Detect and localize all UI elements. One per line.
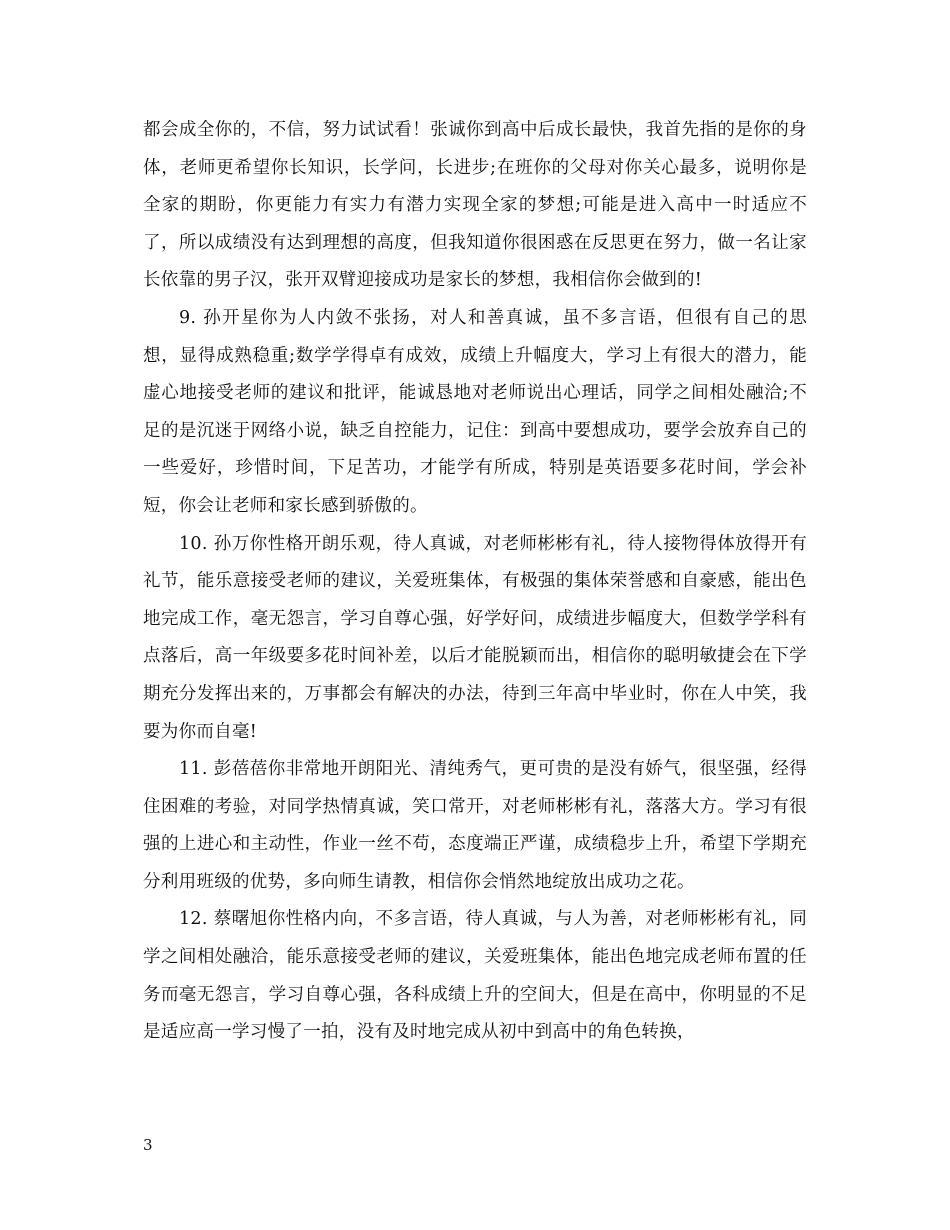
- paragraph-item-9: 9. 孙开星你为人内敛不张扬，对人和善真诚，虽不多言语，但很有自己的思想，显得成熟稳重;数学学得卓有成效，成绩上升幅度大，学习上有很大的潜力，能虚心地接受老师的建议和批评，能诚恳地对老师说出心理话，同学之间相处融洽;不足的是沉迷于网络小说，缺乏自控能力，记住：到高中要想成功，要学会放弃自己的一些爱好，珍惜时间，下足苦功，才能学有所成，特别是英语要多花时间，学会补短，你会让老师和家长感到骄傲的。: [143, 307, 807, 516]
- paragraph-item-12: 12. 蔡曙旭你性格内向，不多言语，待人真诚，与人为善，对老师彬彬有礼，同学之间相处融洽，能乐意接受老师的建议，关爱班集体，能出色地完成老师布置的任务而毫无怨言，学习自尊心强，各科成绩上升的空间大，但是在高中，你明显的不足是适应高一学习慢了一拍，没有及时地完成从初中到高中的角色转换，: [143, 909, 807, 1043]
- paragraph-item-11: 11. 彭蓓蓓你非常地开朗阳光、清纯秀气，更可贵的是没有娇气，很坚强，经得住困难的考验，对同学热情真诚，笑口常开，对老师彬彬有礼，落落大方。学习有很强的上进心和主动性，作业一丝不苟，态度端正严谨，成绩稳步上升，希望下学期充分利用班级的优势，多向师生请教，相信你会悄然地绽放出成功之花。: [143, 759, 807, 892]
- document-body: [143, 112, 807, 1052]
- page-number: 3: [143, 1136, 153, 1154]
- paragraph-item-10: 10. 孙万你性格开朗乐观，待人真诚，对老师彬彬有礼，待人接物得体放得开有礼节，能乐意接受老师的建议，关爱班集体，有极强的集体荣誉感和自豪感，能出色地完成工作，毫无怨言，学习自尊心强，好学好问，成绩进步幅度大，但数学学科有点落后，高一年级要多花时间补差，以后才能脱颖而出，相信你的聪明敏捷会在下学期充分发挥出来的，万事都会有解决的办法，待到三年高中毕业时，你在人中笑，我要为你而自毫!: [143, 533, 807, 742]
- paragraph-continuation: 都会成全你的，不信，努力试试看！张诚你到高中后成长最快，我首先指的是你的身体，老师更希望你长知识，长学问，长进步;在班你的父母对你关心最多，说明你是全家的期盼，你更能力有实力有潜力实现全家的梦想;可能是进入高中一时适应不了，所以成绩没有达到理想的高度，但我知道你很困惑在反思更在努力，做一名让家长依靠的男子汉，张开双臂迎接成功是家长的梦想，我相信你会做到的!: [143, 120, 807, 291]
